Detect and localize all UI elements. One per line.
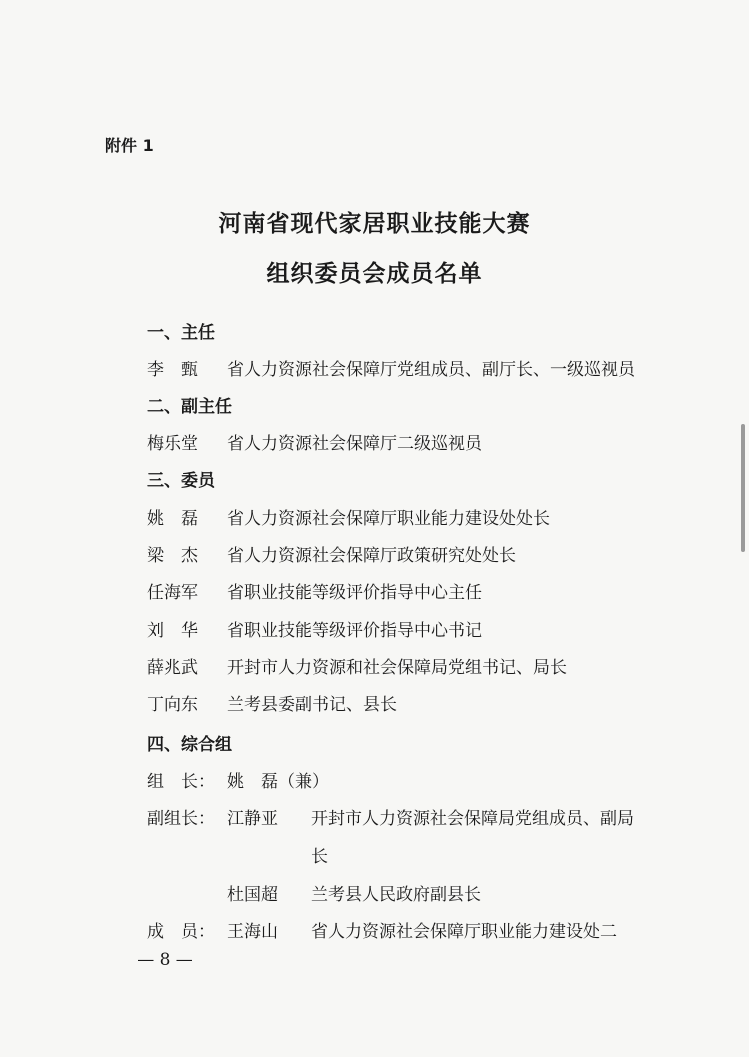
member-role: 省人力资源社会保障厅职业能力建设处二 — [311, 922, 617, 942]
member-row — [147, 616, 482, 641]
member-role: 开封市人力资源社会保障局党组成员、副局 — [311, 809, 634, 829]
member-name: 江静亚 — [227, 809, 278, 829]
member-role-continuation: 长 — [311, 847, 328, 867]
member-name: 姚 磊 — [147, 509, 198, 529]
member-row — [147, 429, 482, 454]
page-number: — 8 — — [137, 950, 193, 970]
group-deputy-row — [147, 804, 634, 829]
member-name: 王海山 — [227, 922, 278, 942]
attachment-label: 附件 1 — [105, 136, 154, 155]
member-role: 省人力资源社会保障厅二级巡视员 — [227, 434, 482, 454]
section-heading-director: 一、主任 — [147, 323, 215, 343]
member-name: 任海军 — [147, 583, 198, 603]
section-heading-general-group: 四、综合组 — [147, 735, 232, 755]
member-name: 李 甄 — [147, 360, 198, 380]
group-deputy-row — [227, 880, 481, 905]
member-row — [147, 690, 397, 715]
member-role: 省职业技能等级评价指导中心主任 — [227, 583, 482, 603]
member-role: 省职业技能等级评价指导中心书记 — [227, 621, 482, 641]
member-name: 薛兆武 — [147, 658, 198, 678]
member-row — [147, 355, 635, 380]
member-row — [147, 578, 482, 603]
member-row — [147, 504, 550, 529]
scrollbar[interactable] — [741, 424, 745, 552]
member-label: 成 员： — [147, 922, 215, 942]
deputy-label: 副组长： — [147, 809, 215, 829]
group-leader-row — [147, 767, 329, 792]
leader-value: 姚 磊（兼） — [227, 772, 329, 792]
member-role: 省人力资源社会保障厅党组成员、副厅长、一级巡视员 — [227, 360, 635, 380]
member-role: 省人力资源社会保障厅职业能力建设处处长 — [227, 509, 550, 529]
section-heading-committee: 三、委员 — [147, 471, 215, 491]
section-heading-deputy-director: 二、副主任 — [147, 397, 232, 417]
document-title-line2: 组织委员会成员名单 — [266, 260, 483, 287]
member-role: 开封市人力资源和社会保障局党组书记、局长 — [227, 658, 567, 678]
document-title-line1: 河南省现代家居职业技能大赛 — [218, 210, 531, 237]
member-name: 丁向东 — [147, 695, 198, 715]
member-role: 省人力资源社会保障厅政策研究处处长 — [227, 546, 516, 566]
member-name: 刘 华 — [147, 621, 198, 641]
member-name: 梅乐堂 — [147, 434, 198, 454]
member-role: 兰考县委副书记、县长 — [227, 695, 397, 715]
member-row — [147, 541, 516, 566]
member-role: 兰考县人民政府副县长 — [311, 885, 481, 905]
leader-label: 组 长： — [147, 772, 215, 792]
member-name: 梁 杰 — [147, 546, 198, 566]
group-member-row — [147, 917, 617, 942]
member-row — [147, 653, 567, 678]
member-name: 杜国超 — [227, 885, 278, 905]
